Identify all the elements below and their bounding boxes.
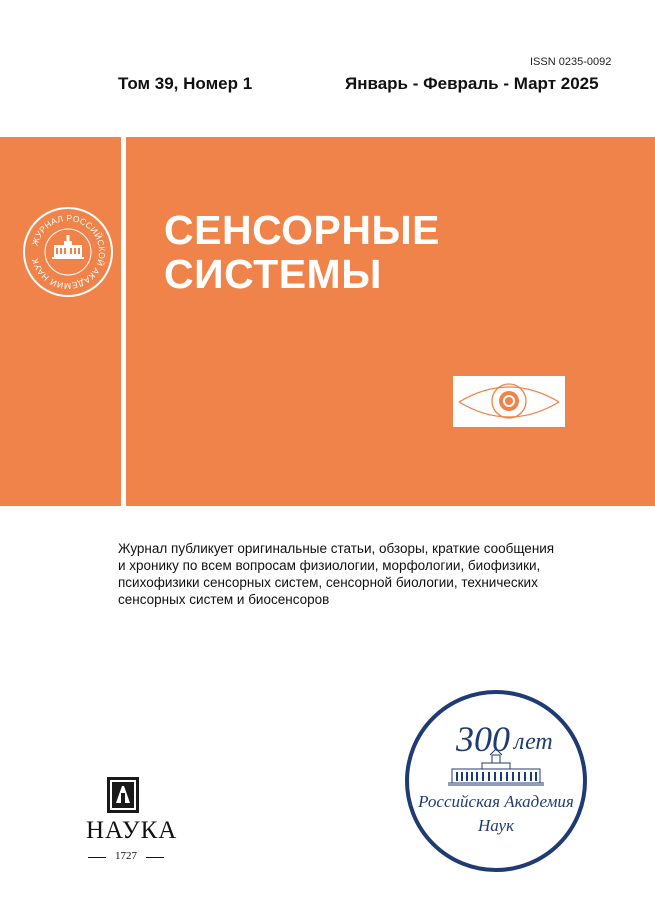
cover-band-left — [0, 137, 121, 506]
publisher-year: 1727 — [115, 850, 137, 862]
eye-logo — [453, 376, 565, 427]
journal-title-line-1: СЕНСОРНЫЕ — [164, 207, 440, 253]
divider — [146, 857, 164, 858]
anniversary-line-1: Российская Академия — [418, 792, 574, 811]
description-line: психофизики сенсорных систем, сенсорной биологии, технических — [118, 575, 538, 590]
academy-seal-icon — [22, 206, 114, 298]
description-line: Журнал публикует оригинальные статьи, обзоры, краткие сообщения — [118, 541, 555, 556]
journal-title-line-2: СИСТЕМЫ — [164, 251, 382, 297]
anniversary-line-2: Наук — [477, 816, 515, 835]
anniversary-number: 300 — [456, 719, 510, 759]
publisher-year-row — [88, 850, 164, 864]
journal-title — [164, 208, 440, 296]
publisher-name: НАУКА — [86, 817, 178, 844]
eye-icon — [453, 376, 565, 427]
cover-band-main — [126, 137, 655, 506]
issn: ISSN 0235-0092 — [530, 56, 612, 68]
issue-dates: Январь - Февраль - Март 2025 — [345, 74, 599, 93]
anniversary-word: лет — [514, 729, 553, 755]
volume-issue: Том 39, Номер 1 — [118, 74, 253, 93]
publisher-book-icon — [106, 775, 140, 815]
seal-text: ЖУРНАЛ РОССИЙСКОЙ АКАДЕМИИ НАУК — [29, 212, 108, 292]
description-line: сенсорных систем и биосенсоров — [118, 592, 330, 607]
anniversary-seal — [404, 689, 588, 873]
journal-description — [118, 540, 598, 608]
description-line: и хронику по всем вопросам физиологии, морфологии, биофизики, — [118, 558, 541, 573]
